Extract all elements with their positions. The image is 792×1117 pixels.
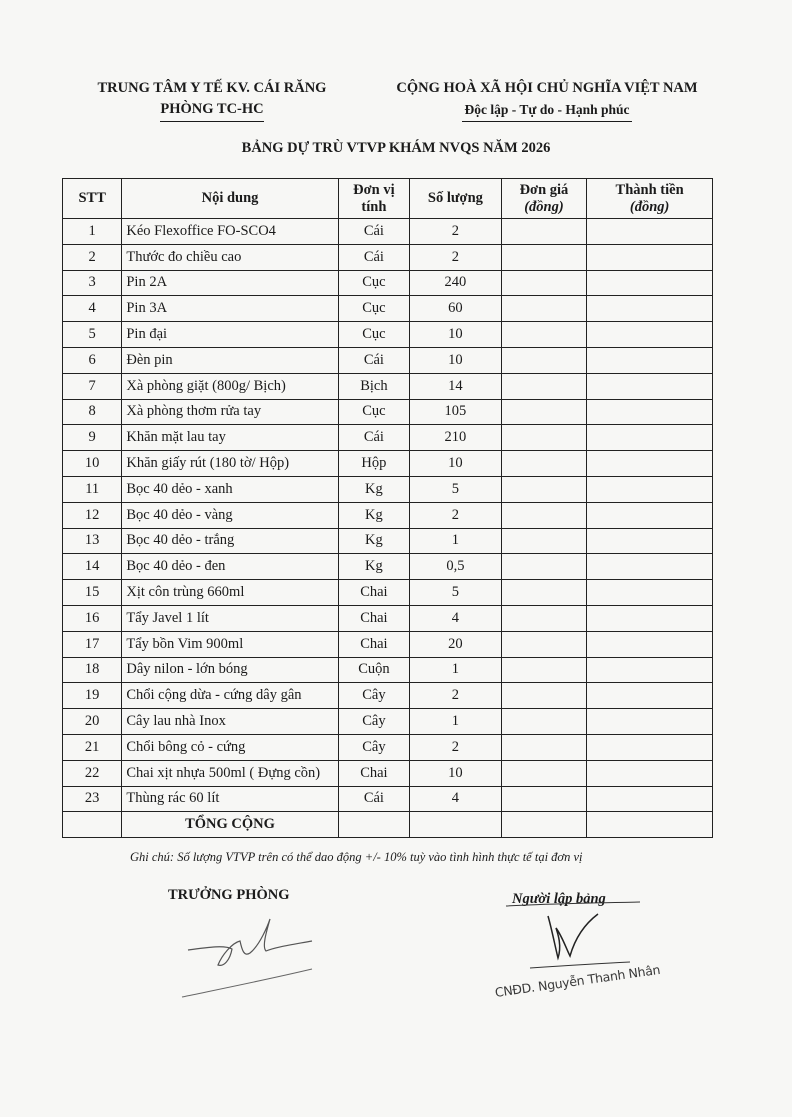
row-price [501,631,587,657]
footnote: Ghi chú: Số lượng VTVP trên có thể dao động +/- 10% tuỳ vào tình hình thực tế tại đơn vị [130,850,583,864]
row-price [501,244,587,270]
row-qty: 20 [410,631,502,657]
row-price [501,373,587,399]
table-row [63,760,713,786]
row-unit: Cái [338,786,409,812]
table-row [63,502,713,528]
row-unit: Kg [338,554,409,580]
row-stt: 6 [63,347,122,373]
table-row [63,683,713,709]
table-row [63,734,713,760]
row-content: Tẩy bồn Vim 900ml [122,631,338,657]
row-stt: 11 [63,476,122,502]
row-stt: 1 [63,219,122,245]
row-total [587,219,713,245]
supplies-table [62,178,713,838]
table-row [63,528,713,554]
row-unit: Cuộn [338,657,409,683]
document-title: BẢNG DỰ TRÙ VTVP KHÁM NVQS NĂM 2026 [241,140,551,156]
row-content: Bọc 40 dẻo - vàng [122,502,338,528]
nation-motto: Độc lập - Tự do - Hạnh phúc [462,99,631,122]
row-content: Chổi cộng dừa - cứng dây gân [122,683,338,709]
table-row [63,631,713,657]
row-price [501,683,587,709]
row-price [501,296,587,322]
row-unit: Chai [338,760,409,786]
row-qty: 10 [410,347,502,373]
row-content: Xà phòng thơm rửa tay [122,399,338,425]
row-content: Kéo Flexoffice FO-SCO4 [122,219,338,245]
row-total [587,322,713,348]
row-unit: Cục [338,270,409,296]
row-qty: 10 [410,760,502,786]
table-row [63,451,713,477]
row-content: Cây lau nhà Inox [122,709,338,735]
row-stt: 20 [63,709,122,735]
row-price [501,786,587,812]
row-qty: 5 [410,580,502,606]
row-unit: Kg [338,528,409,554]
row-qty: 0,5 [410,554,502,580]
row-qty: 240 [410,270,502,296]
row-stt: 10 [63,451,122,477]
row-content: Thùng rác 60 lít [122,786,338,812]
table-row [63,786,713,812]
row-price [501,502,587,528]
row-content: Bọc 40 dẻo - đen [122,554,338,580]
row-price [501,399,587,425]
row-content: Đèn pin [122,347,338,373]
row-price [501,322,587,348]
table-row [63,399,713,425]
total-amount-cell [587,812,713,838]
row-total [587,760,713,786]
row-qty: 2 [410,244,502,270]
row-price [501,580,587,606]
row-unit: Cục [338,399,409,425]
table-header-row [63,179,713,219]
row-unit: Hộp [338,451,409,477]
row-price [501,657,587,683]
row-total [587,631,713,657]
row-stt: 14 [63,554,122,580]
table-row [63,373,713,399]
row-qty: 4 [410,786,502,812]
row-total [587,502,713,528]
row-total [587,451,713,477]
header-total-line2: (đồng) [629,198,670,215]
row-qty: 1 [410,709,502,735]
row-qty: 105 [410,399,502,425]
row-stt: 12 [63,502,122,528]
row-total [587,786,713,812]
total-stt-cell [63,812,122,838]
row-total [587,709,713,735]
row-total [587,528,713,554]
row-total [587,554,713,580]
row-qty: 2 [410,502,502,528]
row-price [501,347,587,373]
row-stt: 5 [63,322,122,348]
header-stt: STT [63,179,122,219]
row-content: Pin 2A [122,270,338,296]
row-qty: 2 [410,683,502,709]
row-unit: Cục [338,296,409,322]
total-row [63,812,713,838]
row-unit: Cái [338,219,409,245]
row-stt: 17 [63,631,122,657]
row-qty: 10 [410,451,502,477]
row-qty: 10 [410,322,502,348]
table-row [63,605,713,631]
header-unit-line1: Đơn vị [353,181,395,198]
row-total [587,476,713,502]
total-qty-cell [410,812,502,838]
total-price-cell [501,812,587,838]
header-total [587,179,713,219]
table-row [63,657,713,683]
org-name: TRUNG TÂM Y TẾ KV. CÁI RĂNG [97,80,327,96]
table-row [63,322,713,348]
row-qty: 1 [410,657,502,683]
row-unit: Cục [338,322,409,348]
row-unit: Cây [338,709,409,735]
header-price-line1: Đơn giá [519,181,569,198]
row-total [587,373,713,399]
row-price [501,528,587,554]
row-stt: 4 [63,296,122,322]
row-price [501,425,587,451]
header-total-line1: Thành tiền [615,181,684,198]
header-unit-line2: tính [361,198,387,215]
row-price [501,219,587,245]
row-unit: Cây [338,734,409,760]
row-stt: 15 [63,580,122,606]
row-content: Tẩy Javel 1 lít [122,605,338,631]
row-qty: 210 [410,425,502,451]
row-content: Thước đo chiều cao [122,244,338,270]
row-stt: 22 [63,760,122,786]
row-unit: Cây [338,683,409,709]
table-row [63,554,713,580]
row-total [587,734,713,760]
nation-name: CỘNG HOÀ XÃ HỘI CHỦ NGHĨA VIỆT NAM [396,80,698,96]
organization-header [88,78,336,122]
row-content: Bọc 40 dẻo - xanh [122,476,338,502]
table-row [63,219,713,245]
row-qty: 5 [410,476,502,502]
row-content: Xịt côn trùng 660ml [122,580,338,606]
row-price [501,270,587,296]
row-unit: Chai [338,580,409,606]
row-stt: 7 [63,373,122,399]
total-label: TỔNG CỘNG [122,812,338,838]
row-stt: 18 [63,657,122,683]
row-content: Bọc 40 dẻo - trắng [122,528,338,554]
row-total [587,244,713,270]
row-stt: 8 [63,399,122,425]
row-stt: 16 [63,605,122,631]
row-unit: Chai [338,631,409,657]
row-price [501,605,587,631]
row-price [501,734,587,760]
row-content: Xà phòng giặt (800g/ Bịch) [122,373,338,399]
row-price [501,554,587,580]
table-row [63,270,713,296]
row-unit: Kg [338,476,409,502]
preparer-name: CNĐD. Nguyễn Thanh Nhân [493,961,661,1000]
row-unit: Cái [338,425,409,451]
row-total [587,296,713,322]
row-qty: 2 [410,219,502,245]
row-price [501,760,587,786]
row-qty: 60 [410,296,502,322]
header-price [501,179,587,219]
row-stt: 19 [63,683,122,709]
row-total [587,580,713,606]
row-qty: 2 [410,734,502,760]
header-qty: Số lượng [410,179,502,219]
national-header [386,78,708,122]
row-stt: 3 [63,270,122,296]
row-stt: 2 [63,244,122,270]
row-content: Chai xịt nhựa 500ml ( Đựng cồn) [122,760,338,786]
row-total [587,347,713,373]
row-content: Khăn giấy rút (180 tờ/ Hộp) [122,451,338,477]
department-name: PHÒNG TC-HC [160,99,263,122]
row-stt: 13 [63,528,122,554]
head-of-department-title: TRƯỞNG PHÒNG [168,887,290,903]
row-total [587,657,713,683]
table-row [63,425,713,451]
table-row [63,476,713,502]
row-total [587,399,713,425]
table-row [63,244,713,270]
row-qty: 4 [410,605,502,631]
row-price [501,451,587,477]
row-price [501,709,587,735]
total-unit-cell [338,812,409,838]
row-total [587,683,713,709]
row-content: Pin 3A [122,296,338,322]
row-unit: Cái [338,347,409,373]
row-qty: 14 [410,373,502,399]
row-total [587,605,713,631]
row-total [587,270,713,296]
preparer-title: Người lập bảng [512,891,606,907]
row-stt: 21 [63,734,122,760]
table-row [63,347,713,373]
row-total [587,425,713,451]
row-content: Khăn mặt lau tay [122,425,338,451]
table-row [63,709,713,735]
row-content: Chổi bông cỏ - cứng [122,734,338,760]
table-body [63,219,713,812]
row-qty: 1 [410,528,502,554]
row-unit: Kg [338,502,409,528]
table-row [63,580,713,606]
table-row [63,296,713,322]
row-unit: Bịch [338,373,409,399]
row-content: Pin đại [122,322,338,348]
row-content: Dây nilon - lớn bóng [122,657,338,683]
head-signature-icon [170,905,320,1005]
header-price-line2: (đồng) [524,198,564,215]
row-unit: Chai [338,605,409,631]
row-unit: Cái [338,244,409,270]
header-unit [338,179,409,219]
header-content: Nội dung [122,179,338,219]
row-stt: 9 [63,425,122,451]
row-stt: 23 [63,786,122,812]
row-price [501,476,587,502]
